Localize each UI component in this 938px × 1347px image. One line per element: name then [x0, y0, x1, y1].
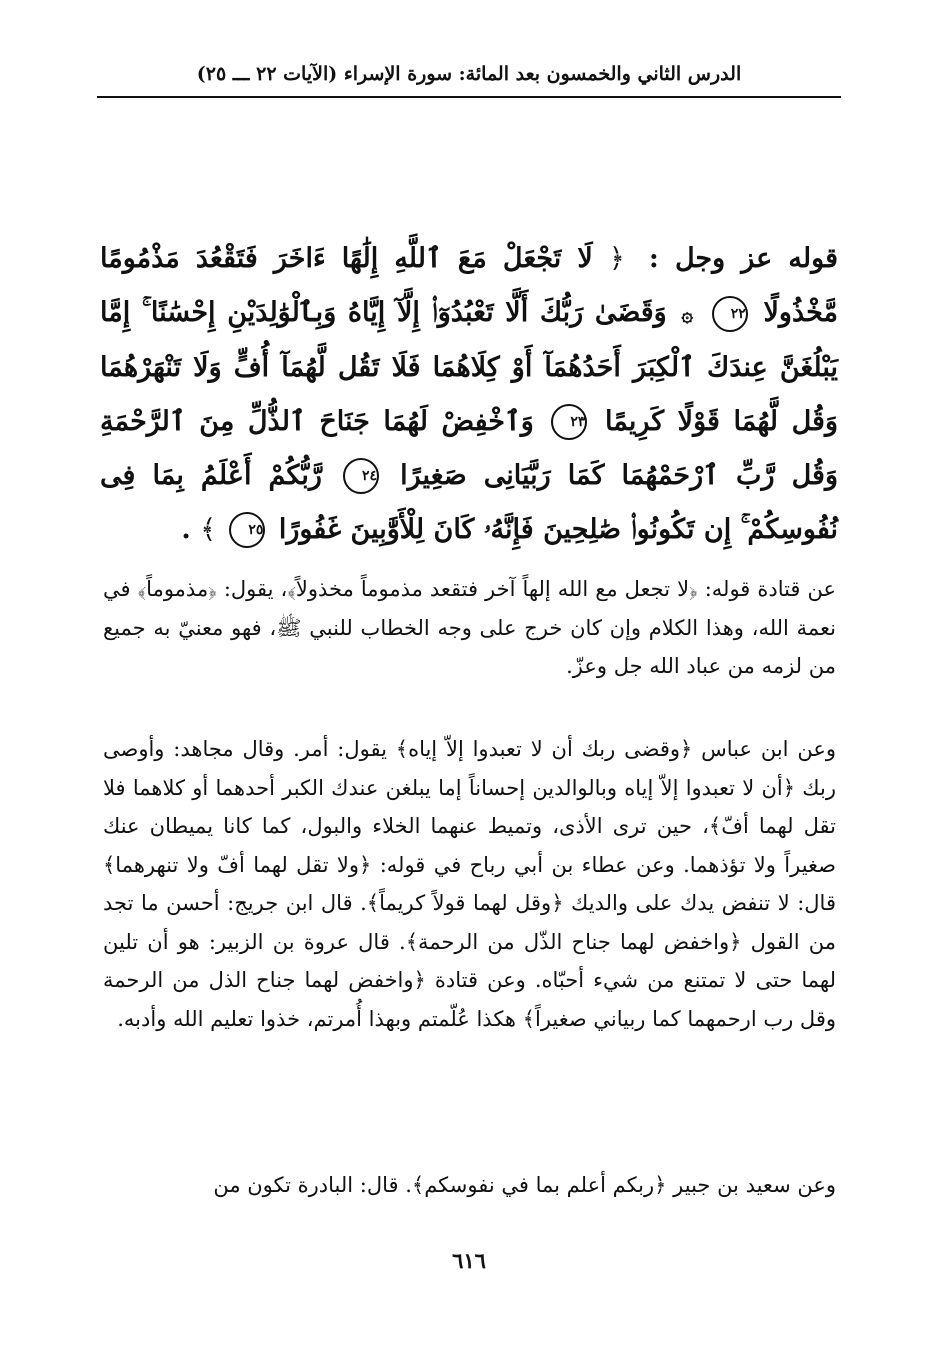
running-header: الدرس الثاني والخمسون بعد المائة: سورة الإسراء (الآيات ٢٢ ـــ ٢٥) — [196, 63, 742, 85]
ayah-23-text: وَقَضَىٰ رَبُّكَ أَلَّا تَعْبُدُوٓا۟ إِلَّآ إِيَّاهُ وَبِٱلْوَٰلِدَيْنِ إِحْسَٰنًا ۚ إِمَّا يَبْلُغَنَّ عِندَكَ ٱلْكِبَرَ أَحَدُهُمَآ أَوْ كِلَاهُمَا فَلَا تَقُل لَّهُمَآ أُفٍّ وَلَا تَنْهَرْهُمَا وَقُل لَّهُمَا قَوْلًا كَرِيمًا — [100, 297, 838, 437]
ayah-number-marker: ٢٣ — [551, 404, 587, 440]
verse-intro: قوله عز وجل : — [648, 243, 838, 274]
close-brace: ﴾ — [200, 513, 217, 545]
ayah-number-marker: ٢٤ — [343, 458, 379, 494]
page-number: ٦١٦ — [452, 1248, 486, 1273]
commentary-paragraph: وعن سعيد بن جبير ﴿ربكم أعلم بما في نفوسكم﴾. قال: البادرة تكون من — [213, 1173, 836, 1197]
ayah-22-text: لَا تَجْعَلْ مَعَ ٱللَّهِ إِلَٰهًا ءَاخَرَ فَتَقْعُدَ مَذْمُومًا مَّخْذُولًا — [100, 243, 839, 328]
ayah-25-text: رَّبُّكُمْ أَعْلَمُ بِمَا فِى نُفُوسِكُمْ ۚ إِن تَكُونُوا۟ صَٰلِحِينَ فَإِنَّهُۥ كَانَ لِلْأَوَّٰبِينَ غَفُورًا — [100, 459, 838, 545]
open-brace: ﴿ — [608, 243, 625, 274]
commentary-paragraph: وعن ابن عباس ﴿وقضى ربك أن لا تعبدوا إلاّ إياه﴾ يقول: أمر. وقال مجاهد: وأوصى ربك ﴿أن لا تعبدوا إلاّ إياه وبالوالدين إحساناً إما يبلغن عندك الكبر أحدهما أو كلاهما فلا تقل لهما أفّ﴾، حين ترى الأذى، وتميط عنهما الخلاء والبول، كما كانا يميطان عنك صغيراً ولا تؤذهما. وعن عطاء بن أبي رباح في قوله: ﴿ولا تقل لهما أفّ ولا تنهرهما﴾ قال: لا تنفض يدك على والديك ﴿وقل لهما قولاً كريماً﴾. قال ابن جريج: أحسن ما تجد من القول ﴿واخفض لهما جناح الذّل من الرحمة﴾. قال عروة بن الزبير: هو أن تلين لهما حتى لا تمتنع من شيء أحبّاه. وعن قتادة ﴿واخفض لهما جناح الذل من الرحمة وقل رب ارحمهما كما ربياني صغيراً﴾ هكذا عُلّمتم وبهذا أُمرتم، خذوا تعليم الله وأدبه. — [103, 737, 836, 1031]
ayah-number-marker: ٢٥ — [229, 512, 265, 548]
verse-final-period: . — [181, 513, 191, 545]
commentary-paragraph: عن قتادة قوله: ﴿لا تجعل مع الله إلهاً آخر فتقعد مذموماً مخذولاً﴾، يقول: ﴿مذموماً﴾ في نعمة الله، وهذا الكلام وإن كان خرج على وجه الخطاب للنبي ﷺ، فهو معنيّ به جميع من لزمه من عباد الله جل وعزّ. — [103, 577, 836, 678]
hizb-ornament-icon: ۞ — [681, 301, 694, 326]
ayah-24-text: وَٱخْفِضْ لَهُمَا جَنَاحَ ٱلذُّلِّ مِنَ ٱلرَّحْمَةِ وَقُل رَّبِّ ٱرْحَمْهُمَا كَمَا رَبَّيَانِى صَغِيرًا — [100, 405, 838, 491]
ayah-number-marker: ٢٢ — [712, 296, 748, 332]
quran-verse-block — [100, 232, 838, 557]
header-divider — [97, 96, 841, 98]
